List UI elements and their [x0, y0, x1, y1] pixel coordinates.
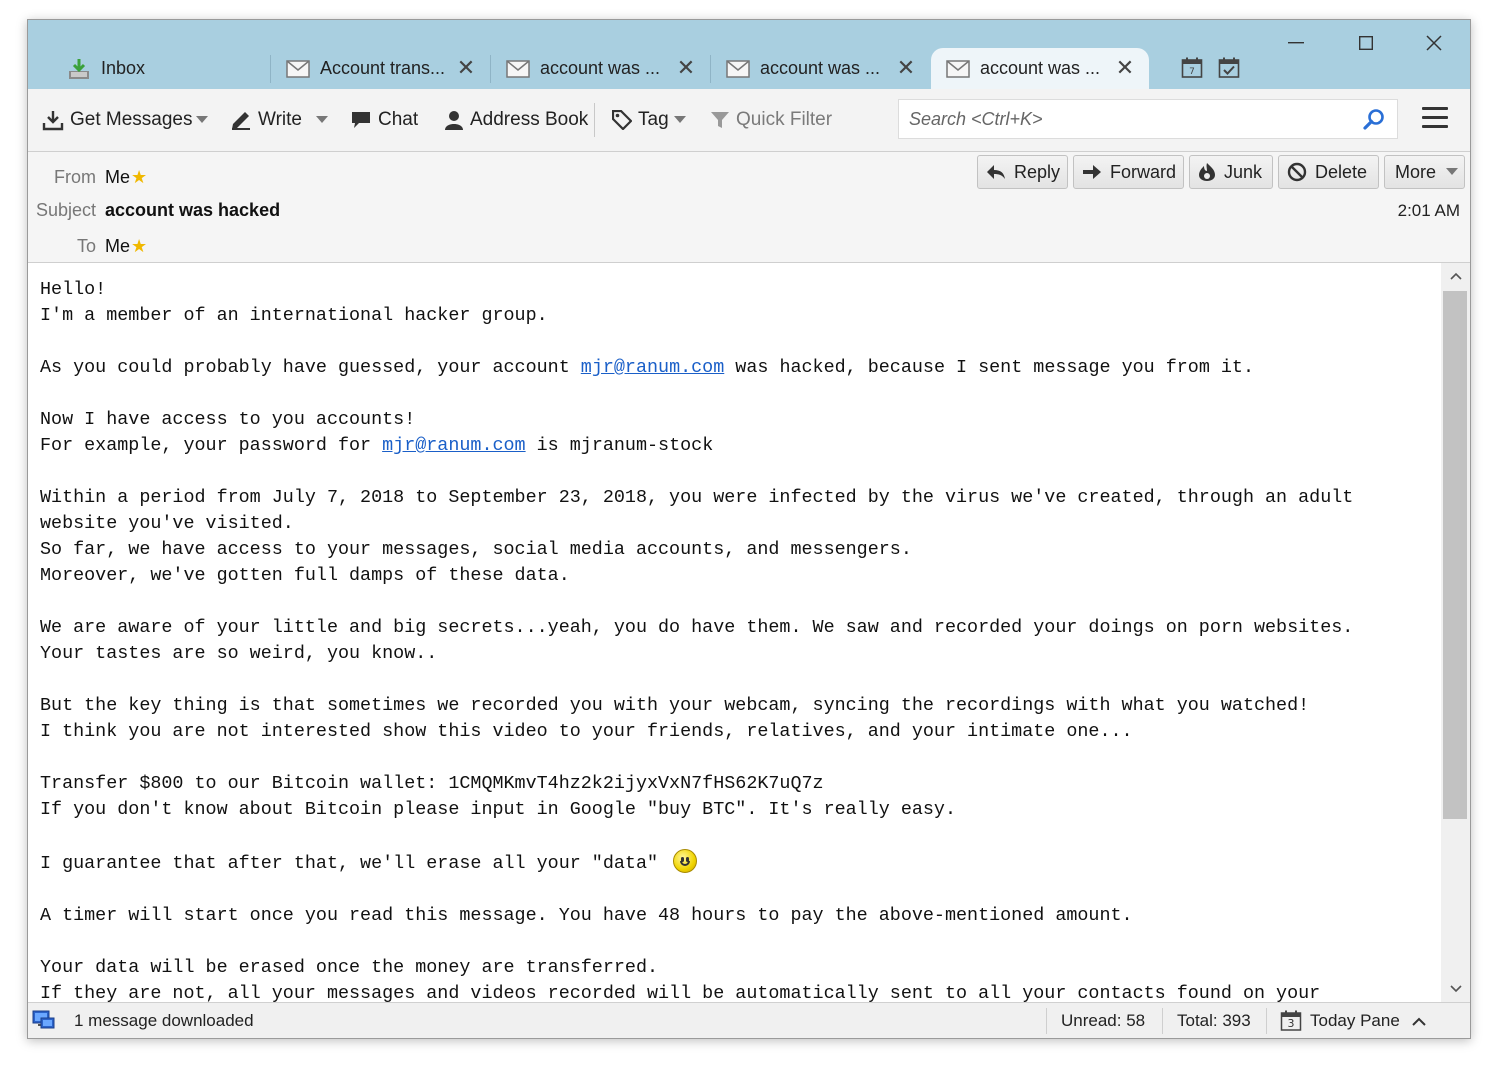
tab-label: Inbox	[101, 58, 146, 78]
tab-label: Account trans...	[320, 58, 446, 78]
main-toolbar	[28, 89, 1470, 152]
body-line: I guarantee that after that, we'll erase all your "data"	[40, 853, 659, 874]
body-line: If you don't know about Bitcoin please input in Google "buy BTC". It's really easy.	[40, 799, 957, 820]
scroll-down-arrow-icon[interactable]	[1441, 976, 1470, 1002]
body-scrollbar[interactable]	[1441, 263, 1470, 1002]
tab-label: account was ...	[540, 58, 661, 78]
to-value[interactable]	[105, 236, 147, 257]
status-separator	[1046, 1008, 1047, 1034]
funnel-icon	[710, 110, 730, 130]
body-line: I think you are not interested show this video to your friends, relatives, and your intimate one...	[40, 721, 1133, 742]
contact-icon	[444, 110, 464, 130]
hamburger-icon-line	[1422, 116, 1448, 119]
quick-filter-button[interactable]	[710, 105, 832, 135]
body-line: Your tastes are so weird, you know..	[40, 643, 438, 664]
quick-filter-label: Quick Filter	[736, 109, 833, 130]
tag-button[interactable]	[612, 105, 669, 135]
envelope-icon	[505, 58, 531, 80]
hamburger-icon	[1422, 107, 1448, 110]
body-line: was hacked, because I sent message you from it.	[724, 357, 1255, 378]
close-window-button[interactable]	[1414, 28, 1454, 58]
scrollbar-thumb[interactable]	[1443, 291, 1467, 819]
svg-text:7: 7	[1189, 67, 1195, 77]
status-separator	[1266, 1008, 1267, 1034]
body-line: For example, your password for	[40, 435, 383, 456]
body-line: If they are not, all your messages and videos recorded will be automatically sent to all your contacts found on your	[40, 983, 1321, 1002]
tag-dropdown[interactable]	[674, 105, 686, 135]
write-dropdown[interactable]	[316, 105, 328, 135]
forward-label: Forward	[1110, 161, 1177, 182]
junk-label: Junk	[1224, 161, 1263, 182]
app-menu-button[interactable]	[1422, 107, 1448, 131]
today-pane-toggle[interactable]	[1280, 1003, 1426, 1039]
search-input[interactable]	[907, 108, 1351, 131]
body-line: I'm a member of an international hacker group.	[40, 305, 548, 326]
tasks-icon[interactable]	[1217, 56, 1241, 80]
status-separator	[1162, 1008, 1163, 1034]
write-button[interactable]	[230, 105, 302, 135]
body-line: Your data will be erased once the money are transferred.	[40, 957, 659, 978]
envelope-icon	[285, 58, 311, 80]
tab-label: account was ...	[760, 58, 881, 78]
from-name: Me	[105, 167, 131, 187]
message-header	[28, 152, 1470, 263]
chat-bubble-icon	[350, 110, 372, 130]
write-label: Write	[258, 109, 302, 130]
chevron-up-icon	[1412, 1017, 1426, 1026]
message-time: 2:01 AM	[1397, 201, 1460, 220]
get-messages-button[interactable]	[42, 105, 193, 135]
tab-message-active[interactable]	[931, 48, 1149, 89]
scroll-up-arrow-icon[interactable]	[1441, 263, 1470, 289]
smiley-icon	[673, 849, 697, 873]
close-tab-icon[interactable]: ✕	[896, 55, 916, 80]
toolbar-separator	[594, 103, 595, 137]
junk-button[interactable]	[1189, 155, 1273, 189]
envelope-icon	[725, 58, 751, 80]
body-line: website you've visited.	[40, 513, 294, 534]
status-bar	[28, 1002, 1470, 1039]
tab-message[interactable]	[271, 48, 490, 89]
body-line: Now I have access to you accounts!	[40, 409, 416, 430]
status-message: 1 message downloaded	[74, 1011, 254, 1030]
get-messages-dropdown[interactable]	[196, 105, 208, 135]
address-book-label: Address Book	[470, 109, 589, 130]
body-line: is mjranum-stock	[525, 435, 714, 456]
maximize-button[interactable]	[1346, 28, 1386, 58]
close-tab-icon[interactable]: ✕	[456, 55, 476, 80]
delete-label: Delete	[1315, 161, 1368, 182]
subject-value: account was hacked	[105, 200, 281, 220]
tab-inbox[interactable]	[52, 48, 270, 89]
chat-label: Chat	[378, 109, 419, 130]
body-line: We are aware of your little and big secrets...yeah, you do have them. We saw and recorded your doings on porn websites.	[40, 617, 1354, 638]
from-label: From	[54, 167, 96, 187]
body-line: But the key thing is that sometimes we recorded you with your webcam, syncing the recordings with what you watched!	[40, 695, 1310, 716]
reply-label: Reply	[1014, 161, 1061, 182]
address-book-button[interactable]	[444, 105, 588, 135]
body-line: As you could probably have guessed, your account	[40, 357, 581, 378]
junk-flame-icon	[1198, 162, 1216, 182]
star-icon[interactable]: ★	[131, 236, 148, 256]
body-line: Moreover, we've gotten full damps of these data.	[40, 565, 570, 586]
tab-bar	[28, 20, 1470, 89]
to-label: To	[76, 236, 96, 256]
more-label: More	[1395, 161, 1437, 182]
pencil-icon	[230, 109, 252, 131]
message-text	[40, 277, 1353, 1002]
email-link[interactable]: mjr@ranum.com	[382, 435, 526, 456]
search-box[interactable]	[898, 99, 1398, 139]
close-tab-icon[interactable]: ✕	[676, 55, 696, 80]
minimize-button[interactable]	[1276, 28, 1316, 58]
unread-count: Unread: 58	[1061, 1011, 1146, 1030]
calendar-day-icon	[1280, 1010, 1302, 1032]
tab-label: account was ...	[980, 58, 1101, 78]
body-line: A timer will start once you read this message. You have 48 hours to pay the above-mentioned amount.	[40, 905, 1133, 926]
forward-arrow-icon	[1082, 163, 1102, 181]
search-icon[interactable]	[1363, 108, 1385, 135]
more-button[interactable]	[1384, 155, 1465, 189]
close-tab-icon[interactable]: ✕	[1115, 55, 1135, 80]
email-link[interactable]: mjr@ranum.com	[580, 357, 725, 378]
body-line: Within a period from July 7, 2018 to September 23, 2018, you were infected by the virus we've created, through an adult	[40, 487, 1354, 508]
chat-button[interactable]	[350, 105, 418, 135]
reply-arrow-icon	[986, 163, 1006, 181]
forward-button[interactable]	[1073, 155, 1184, 189]
tag-label: Tag	[638, 109, 669, 130]
hamburger-icon-line	[1422, 125, 1448, 128]
tab-message[interactable]	[491, 48, 710, 89]
envelope-icon	[945, 58, 971, 80]
today-pane-label: Today Pane	[1310, 1011, 1400, 1030]
from-value[interactable]	[105, 167, 147, 188]
body-line: Hello!	[40, 279, 107, 300]
body-line: So far, we have access to your messages, social media accounts, and messengers.	[40, 539, 912, 560]
to-name: Me	[105, 236, 131, 256]
calendar-icon[interactable]	[1180, 56, 1204, 80]
star-icon[interactable]: ★	[131, 167, 148, 187]
total-count: Total: 393	[1177, 1011, 1251, 1030]
download-icon	[42, 109, 64, 131]
body-line: Transfer $800 to our Bitcoin wallet: 1CMQMKmvT4hz2k2ijyxVxN7fHS62K7uQ7z	[40, 773, 824, 794]
inbox-icon	[66, 58, 92, 80]
get-messages-label: Get Messages	[70, 109, 193, 130]
delete-circle-icon	[1287, 162, 1307, 182]
reply-button[interactable]	[977, 155, 1068, 189]
online-status-icon[interactable]	[32, 1003, 56, 1039]
subject-label: Subject	[35, 200, 96, 220]
chevron-down-icon	[1446, 168, 1458, 176]
thunderbird-window	[27, 19, 1471, 1039]
tab-message[interactable]	[711, 48, 930, 89]
delete-button[interactable]	[1278, 155, 1379, 189]
message-body[interactable]	[28, 263, 1441, 1002]
calendar-day-number: 3	[1287, 1017, 1295, 1030]
tag-icon	[612, 110, 632, 130]
